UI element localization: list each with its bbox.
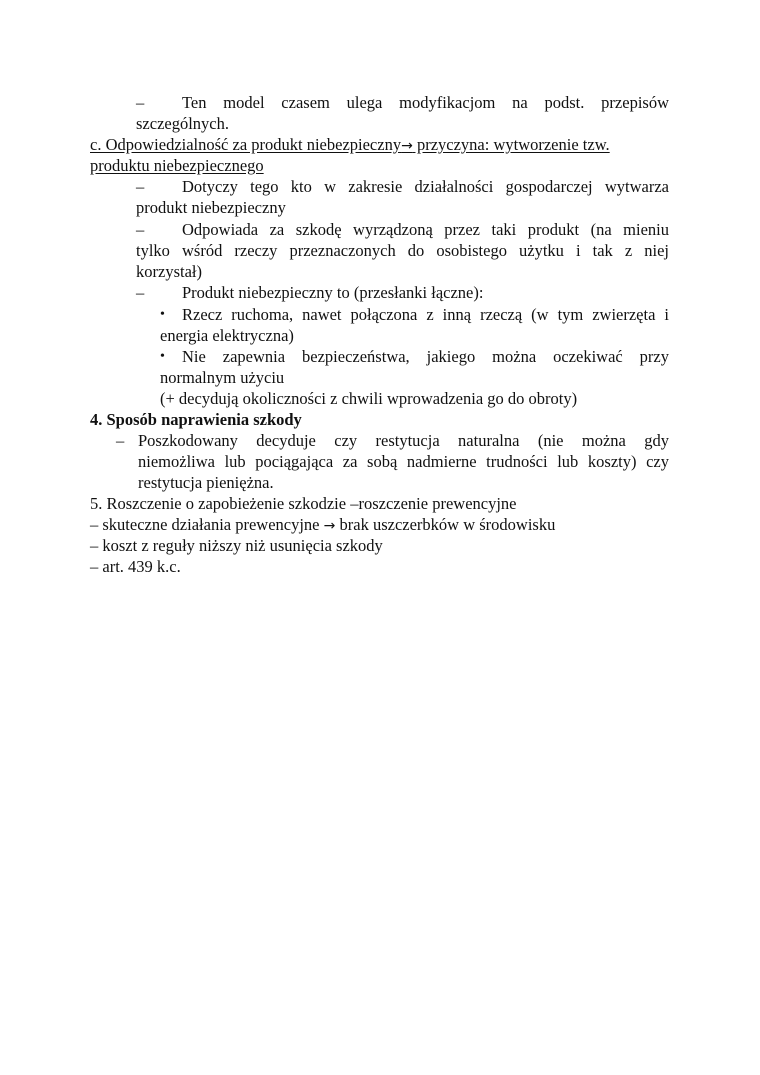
item-text: szczególnych. [136, 114, 229, 133]
bullet-marker: • [160, 307, 165, 322]
item-text: Odpowiada za szkodę wyrządzoną przez taki produkt (na mieniu [182, 220, 669, 239]
section-5-line: – art. 439 k.c. [90, 557, 181, 576]
item-text: tylko wśród rzeczy przeznaczonych do osobistego użytku i tak z niej [136, 241, 669, 260]
bullet-text: Nie zapewnia bezpieczeństwa, jakiego można oczekiwać przy [182, 347, 669, 366]
heading-text: c. Odpowiedzialność za produkt niebezpieczny [90, 135, 402, 154]
section-4-heading: 4. Sposób naprawienia szkody [90, 410, 302, 429]
line-text: brak uszczerbków w środowisku [335, 515, 556, 534]
line-text: – skuteczne działania prewencyjne [90, 515, 324, 534]
section-c-heading-cont: produktu niebezpiecznego [90, 156, 264, 175]
item-text: Produkt niebezpieczny to (przesłanki łączne): [182, 283, 484, 302]
bullet-marker: • [160, 349, 165, 364]
heading-text: przyczyna: wytworzenie tzw. [412, 135, 610, 154]
item-text: Dotyczy tego kto w zakresie działalności gospodarczej wytwarza [182, 177, 669, 196]
bullet-text: energia elektryczna) [160, 326, 294, 345]
dash-marker: – [136, 220, 145, 239]
item-text: niemożliwa lub pociągająca za sobą nadmierne trudności lub koszty) czy [138, 452, 669, 471]
bullet-text: normalnym użyciu [160, 368, 285, 387]
section-5-line [90, 514, 555, 537]
item-text: korzystał) [136, 262, 202, 281]
dash-marker: – [136, 177, 145, 196]
section-5-heading: 5. Roszczenie o zapobieżenie szkodzie –roszczenie prewencyjne [90, 494, 517, 513]
dash-marker: – [136, 93, 145, 112]
section-5-line: – koszt z reguły niższy niż usunięcia szkody [90, 536, 383, 555]
item-text: Poszkodowany decyduje czy restytucja naturalna (nie można gdy [138, 431, 669, 450]
arrow-right-icon: → [323, 518, 336, 534]
section-c-heading [90, 134, 669, 157]
item-text: restytucja pieniężna. [138, 473, 274, 492]
bullet-text: Rzecz ruchoma, nawet połączona z inną rzeczą (w tym zwierzęta i [182, 305, 669, 324]
dash-marker: – [136, 283, 145, 302]
item-text: Ten model czasem ulega modyfikacjom na podst. przepisów [182, 93, 669, 112]
arrow-right-icon: → [401, 138, 413, 154]
item-text: produkt niebezpieczny [136, 198, 286, 217]
note-text: (+ decydują okoliczności z chwili wprowadzenia go do obroty) [160, 389, 578, 408]
dash-marker: – [116, 431, 125, 450]
